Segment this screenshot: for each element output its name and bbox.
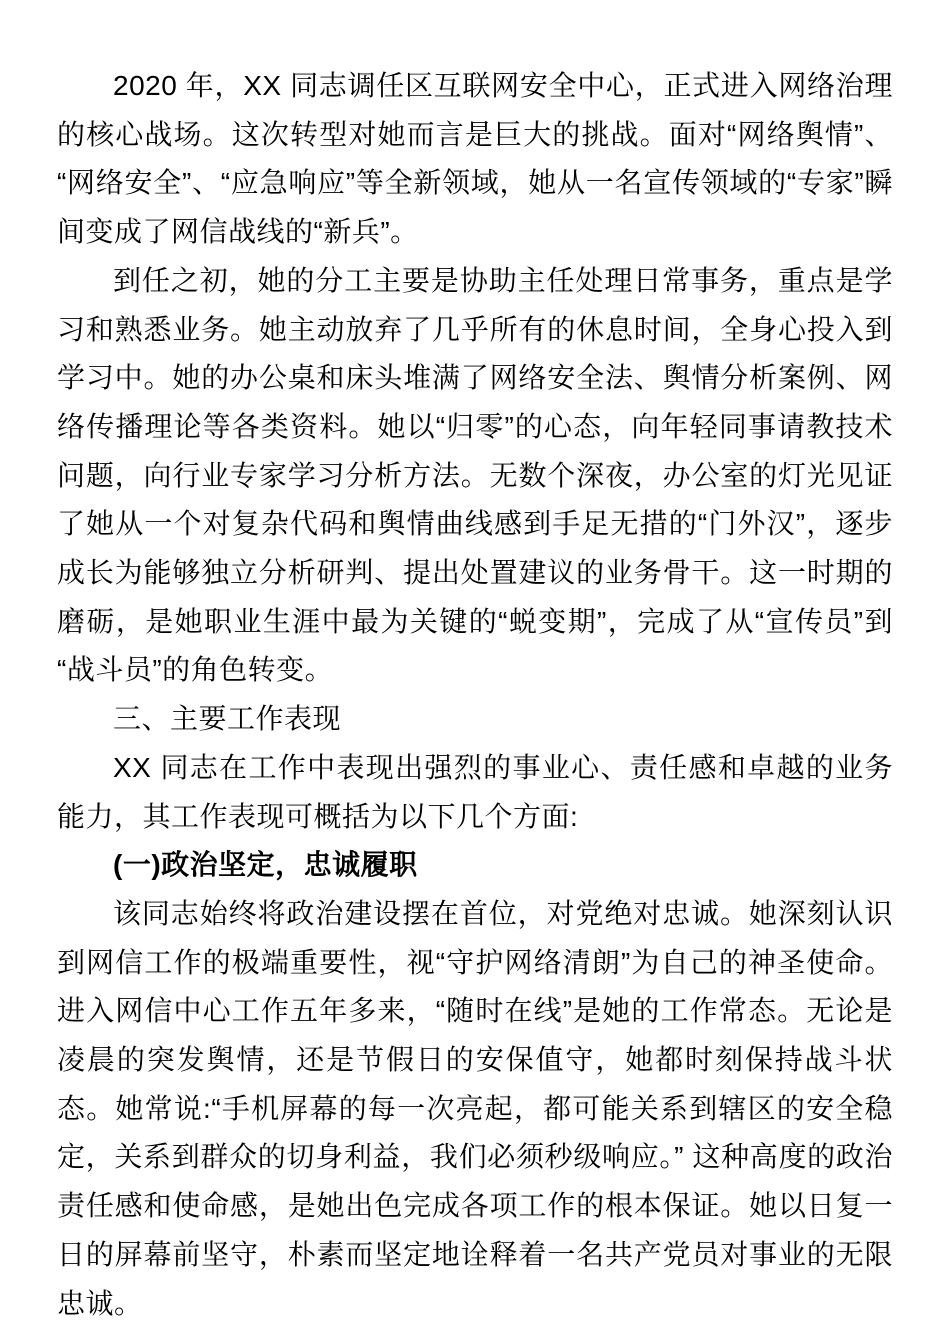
section-heading-main-work-performance: 三、主要工作表现 [113, 703, 342, 735]
subheading-political-firmness: (一)政治坚定，忠诚履职 [113, 849, 418, 881]
paragraph-performance-overview: XX 同志在工作中表现出强烈的事业心、责任感和卓越的业务能力，其工作表现可概括为以下几个方面: [57, 751, 893, 832]
paragraph-career-transfer-2020: 2020 年，XX 同志调任区互联网安全中心，正式进入网络治理的核心战场。这次转型对她而言是巨大的挑战。面对“网络舆情”、“网络安全”、“应急响应”等全新领域，她从一名宣传领域的“专家”瞬间变成了网信战线的“新兵”。 [57, 70, 893, 248]
paragraph-political-loyalty-detail: 该同志始终将政治建设摆在首位，对党绝对忠诚。她深刻认识到网信工作的极端重要性，视“守护网络清朗”为自己的神圣使命。进入网信中心工作五年多来，“随时在线”是她的工作常态。无论是凌晨的突发舆情，还是节假日的安保值守，她都时刻保持战斗状态。她常说:“手机屏幕的每一次亮起，都可能关系到辖区的安全稳定，关系到群众的切身利益，我们必须秒级响应。” 这种高度的政治责任感和使命感，是她出色完成各项工作的根本保证。她以日复一日的屏幕前坚守，朴素而坚定地诠释着一名共产党员对事业的无限忠诚。 [57, 897, 893, 1319]
paragraph-initial-duties-learning: 到任之初，她的分工主要是协助主任处理日常事务，重点是学习和熟悉业务。她主动放弃了几乎所有的休息时间，全身心投入到学习中。她的办公桌和床头堆满了网络安全法、舆情分析案例、网络传播理论等各类资料。她以“归零”的心态，向年轻同事请教技术问题，向行业专家学习分析方法。无数个深夜，办公室的灯光见证了她从一个对复杂代码和舆情曲线感到手足无措的“门外汉”，逐步成长为能够独立分析研判、提出处置建议的业务骨干。这一时期的磨砺，是她职业生涯中最为关键的“蜕变期”，完成了从“宣传员”到“战斗员”的角色转变。 [57, 264, 893, 686]
